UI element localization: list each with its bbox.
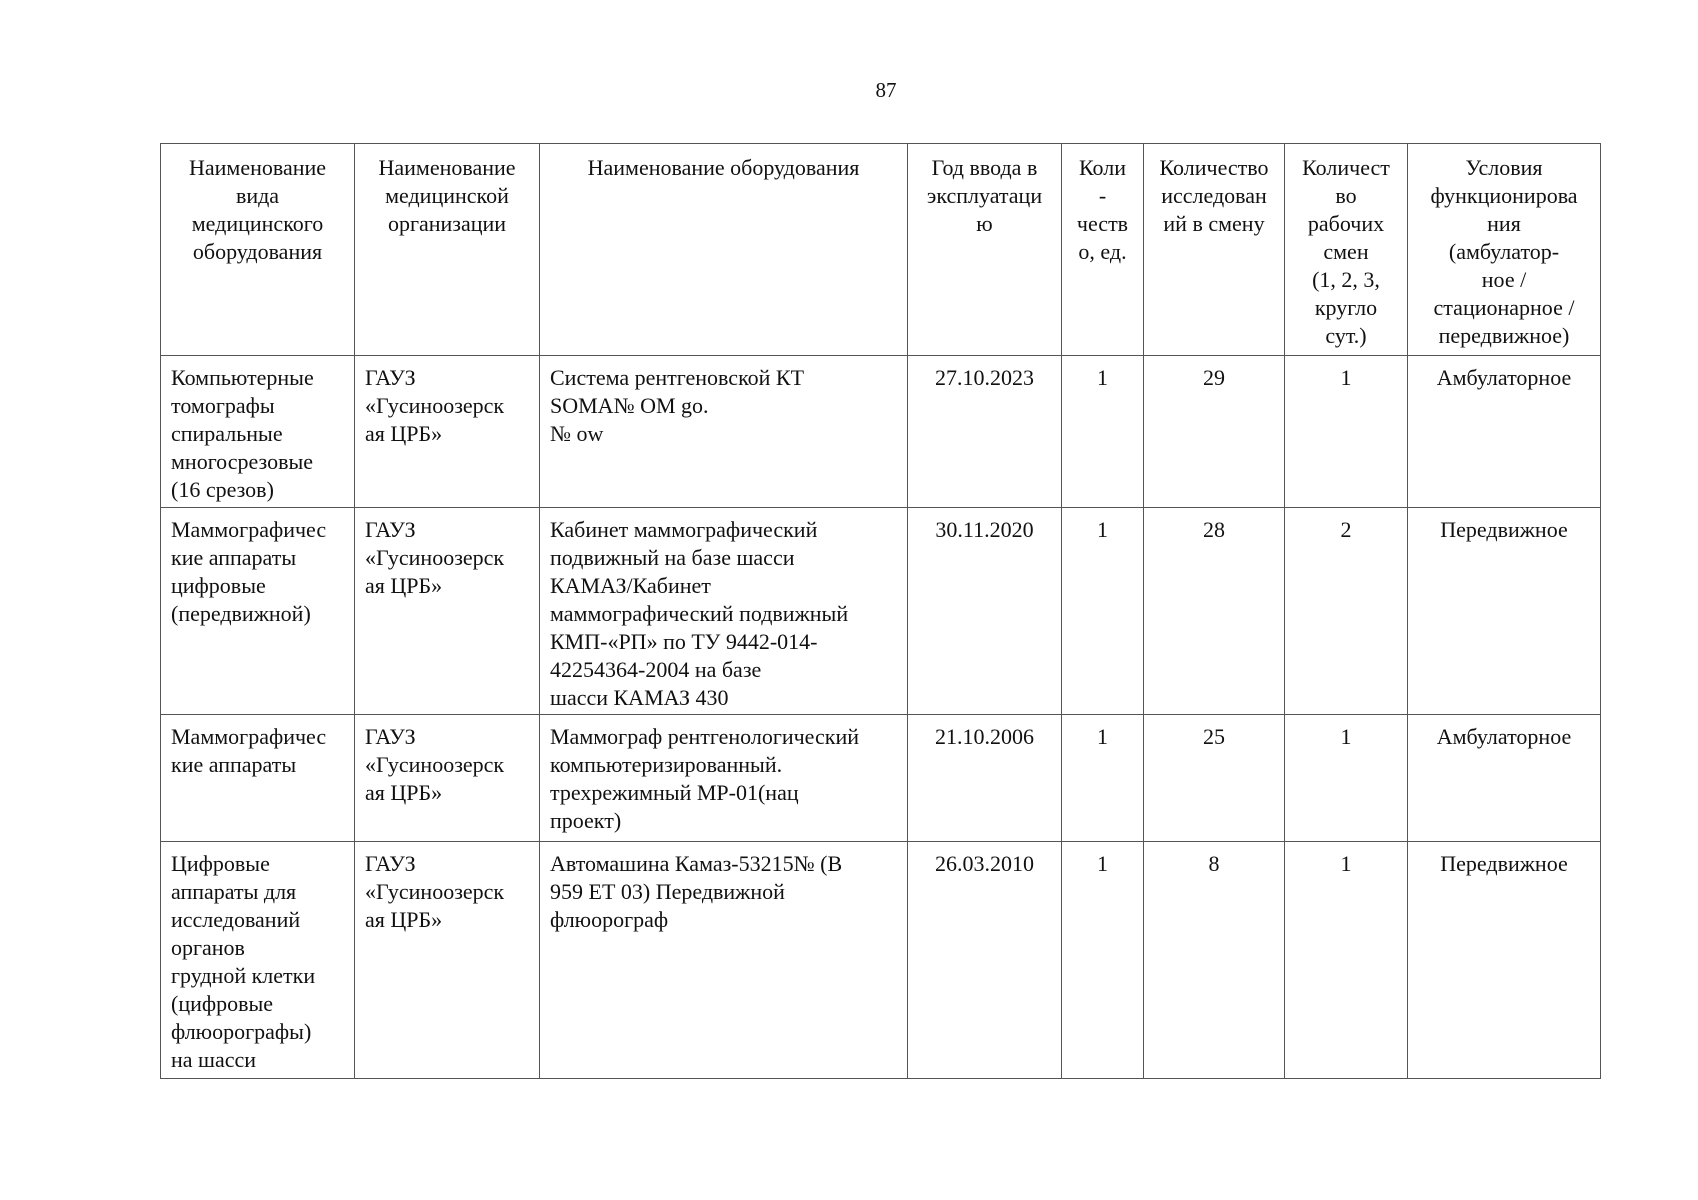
header-shifts: Количест во рабочих смен (1, 2, 3, кругло сут.) xyxy=(1285,144,1408,356)
cell-organization: ГАУЗ «Гусиноозерск ая ЦРБ» xyxy=(355,715,540,842)
table-row xyxy=(161,356,1601,508)
cell-shifts: 1 xyxy=(1285,715,1408,842)
cell-commission-year: 26.03.2010 xyxy=(908,842,1062,1079)
cell-studies-per-shift: 8 xyxy=(1144,842,1285,1079)
cell-equipment-type: Маммографичес кие аппараты xyxy=(161,715,355,842)
cell-conditions: Передвижное xyxy=(1408,842,1601,1079)
page-number: 87 xyxy=(875,78,897,102)
cell-commission-year: 27.10.2023 xyxy=(908,356,1062,508)
cell-conditions: Передвижное xyxy=(1408,508,1601,715)
cell-organization: ГАУЗ «Гусиноозерск ая ЦРБ» xyxy=(355,508,540,715)
cell-quantity: 1 xyxy=(1062,715,1144,842)
cell-studies-per-shift: 29 xyxy=(1144,356,1285,508)
cell-equipment-type: Маммографичес кие аппараты цифровые (передвижной) xyxy=(161,508,355,715)
equipment-table xyxy=(160,143,1601,1079)
table-header-row xyxy=(161,144,1601,356)
cell-equipment-name: Система рентгеновской КТ SOMA№ OM go. № ow xyxy=(540,356,908,508)
cell-equipment-name: Маммограф рентгенологический компьютеризированный. трехрежимный МР-01(нац проект) xyxy=(540,715,908,842)
header-organization: Наименование медицинской организации xyxy=(355,144,540,356)
cell-equipment-type: Цифровые аппараты для исследований органов грудной клетки (цифровые флюорографы) на шасси xyxy=(161,842,355,1079)
header-studies-per-shift: Количество исследован ий в смену xyxy=(1144,144,1285,356)
cell-organization: ГАУЗ «Гусиноозерск ая ЦРБ» xyxy=(355,356,540,508)
header-quantity: Коли - честв о, ед. xyxy=(1062,144,1144,356)
cell-equipment-name: Автомашина Камаз-53215№ (В 959 ЕТ 03) Передвижной флюорограф xyxy=(540,842,908,1079)
table-row xyxy=(161,508,1601,715)
cell-organization: ГАУЗ «Гусиноозерск ая ЦРБ» xyxy=(355,842,540,1079)
cell-equipment-type: Компьютерные томографы спиральные многосрезовые (16 срезов) xyxy=(161,356,355,508)
cell-commission-year: 21.10.2006 xyxy=(908,715,1062,842)
table-row xyxy=(161,842,1601,1079)
cell-conditions: Амбулаторное xyxy=(1408,356,1601,508)
header-conditions: Условия функционирова ния (амбулатор- ное / стационарное / передвижное) xyxy=(1408,144,1601,356)
header-equipment-type: Наименование вида медицинского оборудования xyxy=(161,144,355,356)
cell-conditions: Амбулаторное xyxy=(1408,715,1601,842)
cell-shifts: 1 xyxy=(1285,842,1408,1079)
header-equipment-name: Наименование оборудования xyxy=(540,144,908,356)
cell-quantity: 1 xyxy=(1062,842,1144,1079)
cell-quantity: 1 xyxy=(1062,356,1144,508)
table-row xyxy=(161,715,1601,842)
cell-shifts: 2 xyxy=(1285,508,1408,715)
cell-equipment-name: Кабинет маммографический подвижный на базе шасси КАМАЗ/Кабинет маммографический подвижный КМП-«РП» по ТУ 9442-014- 42254364-2004 на базе шасси КАМАЗ 430 xyxy=(540,508,908,715)
cell-shifts: 1 xyxy=(1285,356,1408,508)
cell-studies-per-shift: 28 xyxy=(1144,508,1285,715)
header-commission-year: Год ввода в эксплуатаци ю xyxy=(908,144,1062,356)
cell-quantity: 1 xyxy=(1062,508,1144,715)
cell-studies-per-shift: 25 xyxy=(1144,715,1285,842)
cell-commission-year: 30.11.2020 xyxy=(908,508,1062,715)
